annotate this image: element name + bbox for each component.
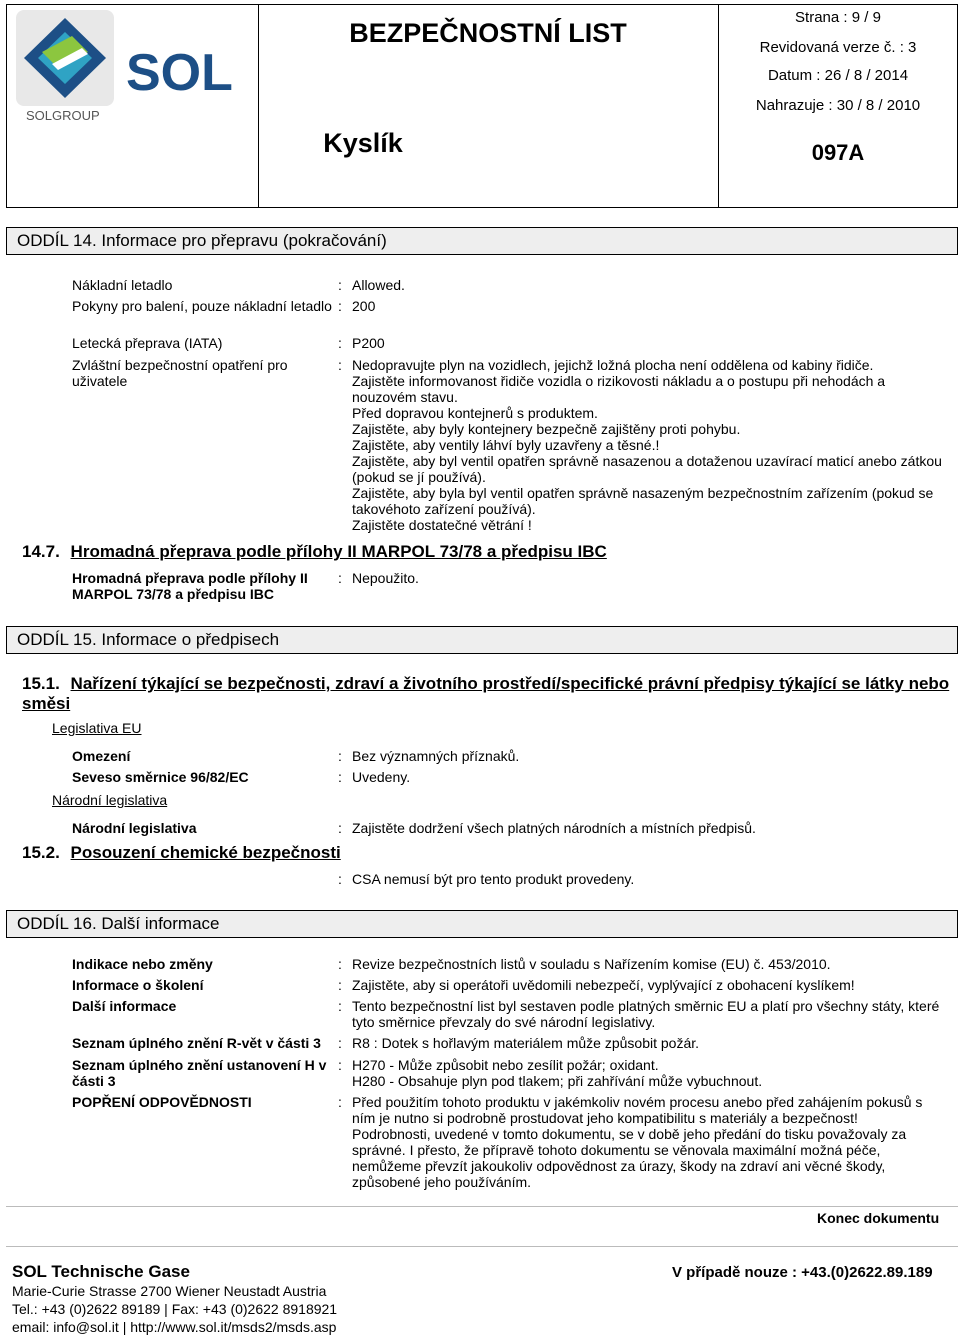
measure-line: Zajistěte, aby byl ventil opatřen správně nasazenou a dotaženou uzavírací maticí anebo zátkou (pokud se jí používá). bbox=[352, 453, 942, 485]
subsection-14-7 bbox=[22, 542, 607, 562]
national-legislation-heading: Národní legislativa bbox=[52, 792, 168, 808]
row-value: Před použitím tohoto produktu v jakémkoliv novém procesu anebo před zahájením pokusů s ním je nutno si podrobně prostudovat jeho kompatibilitu s materiály a bezpečnost! Podrobnosti, uvedené v tomto dokumentu, se v době jeho předání do tisku považovaly za správné. I přesto, že přípravě tohoto dokumentu se věnovala maximální možná péče, nemůžeme převzít jakoukoliv odpovědnost za úrazy, škody na zdraví ani věcné škody, způsobené jeho používáním. bbox=[352, 1094, 923, 1190]
section-15-bar: ODDÍL 15. Informace o předpisech bbox=[6, 626, 958, 654]
omezeni-value: Bez významných příznaků. bbox=[352, 748, 520, 764]
document-title: BEZPEČNOSTNÍ LIST bbox=[349, 18, 627, 48]
safety-measures bbox=[352, 357, 942, 533]
row-value: 200 bbox=[352, 298, 376, 314]
colon: : bbox=[338, 1057, 342, 1073]
colon: : bbox=[338, 1094, 342, 1110]
company-email: email: info@sol.it | http://www.sol.it/msds2/msds.asp bbox=[12, 1319, 337, 1335]
measure-line: Zajistěte, aby byly kontejnery bezpečně zajištěny proti pohybu. bbox=[352, 421, 741, 437]
company-phone: Tel.: +43 (0)2622 89189 | Fax: +43 (0)2622 8918921 bbox=[12, 1301, 338, 1317]
row-label: Indikace nebo změny bbox=[72, 956, 213, 972]
row-value: R8 : Dotek s hořlavým materiálem může způsobit požár. bbox=[352, 1035, 700, 1051]
row-label: Pokyny pro balení, pouze nákladní letadlo bbox=[72, 298, 332, 314]
emergency-number: V případě nouze : +43.(0)2622.89.189 bbox=[672, 1264, 933, 1281]
subsection-15-2 bbox=[22, 843, 341, 863]
national-label: Národní legislativa bbox=[72, 820, 197, 836]
section-14-bar: ODDÍL 14. Informace pro přepravu (pokračování) bbox=[6, 227, 958, 255]
measure-line: Před dopravou kontejnerů s produktem. bbox=[352, 405, 598, 421]
end-of-document: Konec dokumentu bbox=[817, 1210, 940, 1226]
row-label: Seznam úplného znění ustanovení H v části 3 bbox=[72, 1057, 327, 1089]
row-label: Informace o školení bbox=[72, 977, 204, 993]
colon: : bbox=[338, 871, 342, 887]
measure-line: Zajistěte, aby byla byl ventil opatřen správně nasazeným bezpečnostním zařízením (pokud se takovéhoto zařízení používá). bbox=[352, 485, 934, 517]
divider bbox=[6, 1246, 958, 1247]
row-label: Letecká přeprava (IATA) bbox=[72, 335, 223, 351]
seveso-value: Uvedeny. bbox=[352, 769, 411, 785]
row-label: POPŘENÍ ODPOVĚDNOSTI bbox=[72, 1094, 252, 1110]
company-name: SOL Technische Gase bbox=[12, 1262, 190, 1281]
row-value: Revize bezpečnostních listů v souladu s Nařízením komise (EU) č. 453/2010. bbox=[352, 956, 831, 972]
revision: Revidovaná verze č. : 3 bbox=[759, 39, 917, 56]
row-value: P200 bbox=[352, 335, 385, 351]
row-value: Zajistěte, aby si operátoři uvědomili nebezpečí, vyplývající z obohacení kyslíkem! bbox=[352, 977, 855, 993]
colon: : bbox=[338, 335, 342, 351]
subsection-number: 14.7. bbox=[22, 542, 60, 561]
logo-wordmark: SOL bbox=[126, 44, 233, 102]
date: Datum : 26 / 8 / 2014 bbox=[767, 67, 909, 84]
colon: : bbox=[338, 357, 342, 373]
measure-line: Zajistěte, aby ventily láhví byly uzavřeny a těsné.! bbox=[352, 437, 660, 453]
measure-line: Zajistěte dostatečné větrání ! bbox=[352, 517, 532, 533]
subsection-title: Posouzení chemické bezpečnosti bbox=[70, 843, 341, 862]
colon: : bbox=[338, 277, 342, 293]
logo-group-text: SOLGROUP bbox=[26, 108, 100, 123]
subsection-title: Hromadná přeprava podle přílohy II MARPOL 73/78 a předpisu IBC bbox=[70, 542, 607, 561]
row-label: Nákladní letadlo bbox=[72, 277, 173, 293]
measure-line: Zajistěte informovanost řidiče vozidla o rizikovosti nákladu a o postupu při nehodách a nouzovém stavu. bbox=[352, 373, 886, 405]
row-label: Seznam úplného znění R-vět v části 3 bbox=[72, 1035, 321, 1051]
colon: : bbox=[338, 570, 342, 586]
marpol-label: Hromadná přeprava podle přílohy II MARPOL 73/78 a předpisu IBC bbox=[72, 570, 308, 602]
sol-logo bbox=[12, 8, 252, 126]
subsection-15-1 bbox=[22, 674, 952, 714]
seveso-label: Seveso směrnice 96/82/EC bbox=[72, 769, 249, 785]
row-value: Tento bezpečnostní list byl sestaven podle platných směrnic EU a platí pro všechny státy, které tyto směrnice převzaly do své národní legislativy. bbox=[352, 998, 940, 1030]
section-16-bar: ODDÍL 16. Další informace bbox=[6, 910, 958, 938]
row-label: Další informace bbox=[72, 998, 177, 1014]
subsection-title: Nařízení týkající se bezpečnosti, zdraví a životního prostředí/specifické právní předpisy týkající se látky nebo směsi bbox=[22, 674, 950, 713]
colon: : bbox=[338, 769, 342, 785]
product-code: 097A bbox=[811, 140, 865, 165]
colon: : bbox=[338, 820, 342, 836]
row-value: Allowed. bbox=[352, 277, 405, 293]
colon: : bbox=[338, 956, 342, 972]
omezeni-label: Omezení bbox=[72, 748, 131, 764]
divider bbox=[6, 1206, 958, 1207]
company-address: Marie-Curie Strasse 2700 Wiener Neustadt Austria bbox=[12, 1283, 327, 1299]
colon: : bbox=[338, 298, 342, 314]
csa-value: CSA nemusí být pro tento produkt provedeny. bbox=[352, 871, 635, 887]
eu-legislation-heading: Legislativa EU bbox=[52, 720, 142, 736]
colon: : bbox=[338, 748, 342, 764]
page-number: Strana : 9 / 9 bbox=[795, 9, 881, 26]
subsection-number: 15.1. bbox=[22, 674, 60, 693]
marpol-value: Nepoužito. bbox=[352, 570, 419, 586]
national-value: Zajistěte dodržení všech platných národních a místních předpisů. bbox=[352, 820, 756, 836]
colon: : bbox=[338, 998, 342, 1014]
replaces: Nahrazuje : 30 / 8 / 2010 bbox=[755, 97, 921, 114]
colon: : bbox=[338, 1035, 342, 1051]
row-value: H270 - Může způsobit nebo zesílit požár; oxidant. H280 - Obsahuje plyn pod tlakem; při zahřívání může vybuchnout. bbox=[352, 1057, 763, 1089]
measure-line: Nedopravujte plyn na vozidlech, jejichž ložná plocha není oddělena od kabiny řidiče. bbox=[352, 357, 874, 373]
product-name: Kyslík bbox=[323, 128, 403, 158]
colon: : bbox=[338, 977, 342, 993]
subsection-number: 15.2. bbox=[22, 843, 60, 862]
row-label: Zvláštní bezpečnostní opatření pro uživatele bbox=[72, 357, 288, 389]
